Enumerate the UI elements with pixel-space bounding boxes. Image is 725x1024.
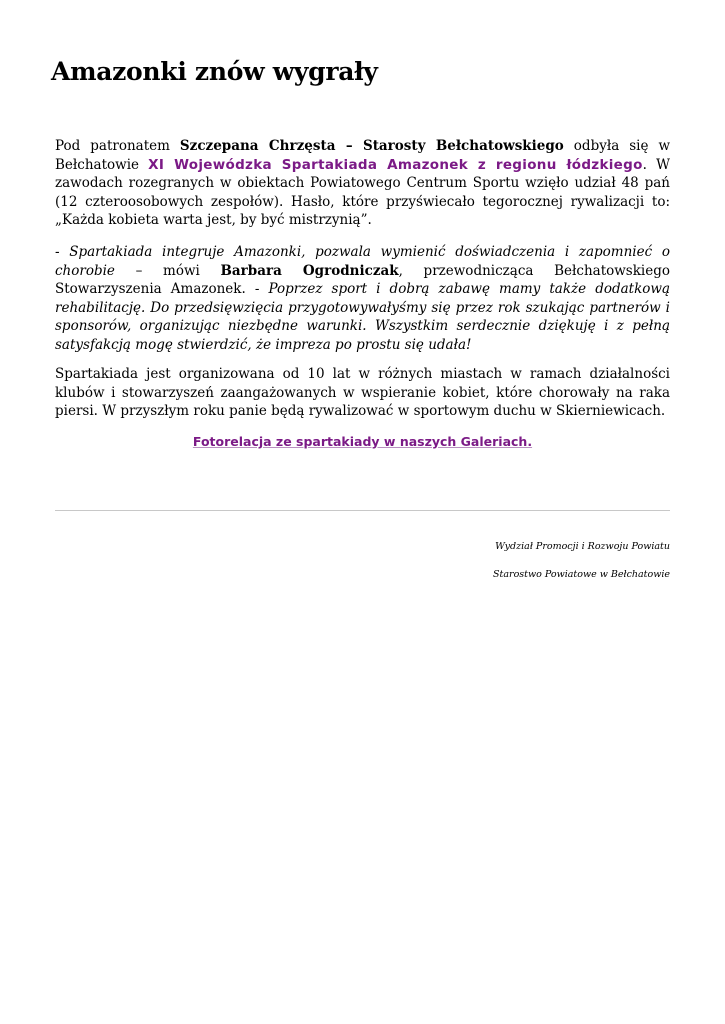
- gallery-link[interactable]: Fotorelacja ze spartakiady w naszych Galeriach.: [192, 434, 533, 449]
- quote-paragraph: [55, 243, 670, 354]
- closing-paragraph: Spartakiada jest organizowana od 10 lat w różnych miastach w ramach działalności klubów i stowarzyszeń zaangażowanych w wspieranie kobiet, które chorowały na raka piersi. W przyszłym roku panie będą rywalizować w sportowym duchu w Skierniewicach.: [55, 366, 670, 419]
- quote-part-2: Poprzez sport i dobrą zabawę mamy także dodatkową rehabilitację. Do przedsięwzięcia przygotowywałyśmy się przez rok szukając partnerów i sponsorów, organizując niezbędne warunki. Wszystkim serdecznie dziękuję i z pełną satysfakcją mogę stwierdzić, że impreza po prostu się udała!: [55, 281, 670, 353]
- footer-department: Wydział Promocji i Rozwoju Powiatu: [495, 541, 670, 552]
- quote-text-1: – mówi: [114, 262, 221, 279]
- quote-text-2: , przewodnicząca Bełchatowskiego Stowarzyszenia Amazonek. -: [55, 262, 670, 297]
- article-title: Amazonki znów wygrały: [51, 57, 378, 86]
- patron-name: Szczepana Chrzęsta – Starosty Bełchatowskiego: [179, 138, 564, 154]
- intro-text-2: odbyła się w Bełchatowie: [55, 138, 670, 173]
- divider: [55, 510, 670, 511]
- speaker-name: Barbara Ogrodniczak: [220, 262, 399, 279]
- footer-office: Starostwo Powiatowe w Bełchatowie: [493, 569, 670, 580]
- intro-text-1: Pod patronatem: [55, 138, 180, 154]
- intro-paragraph: [55, 137, 670, 230]
- gallery-link-container: [55, 433, 670, 451]
- intro-text-3: . W zawodach rozegranych w obiektach Powiatowego Centrum Sportu wzięło udział 48 pań (12 czteroosobowych zespołów). Hasło, które przyświecało tegorocznej rywalizacji to: „Każda kobieta warta jest, by być mistrzynią”.: [55, 156, 670, 228]
- event-name: XI Wojewódzka Spartakiada Amazonek z regionu łódzkiego: [148, 156, 643, 173]
- quote-part-1: - Spartakiada integruje Amazonki, pozwala wymienić doświadczenia i zapomnieć o chorobie: [55, 244, 670, 279]
